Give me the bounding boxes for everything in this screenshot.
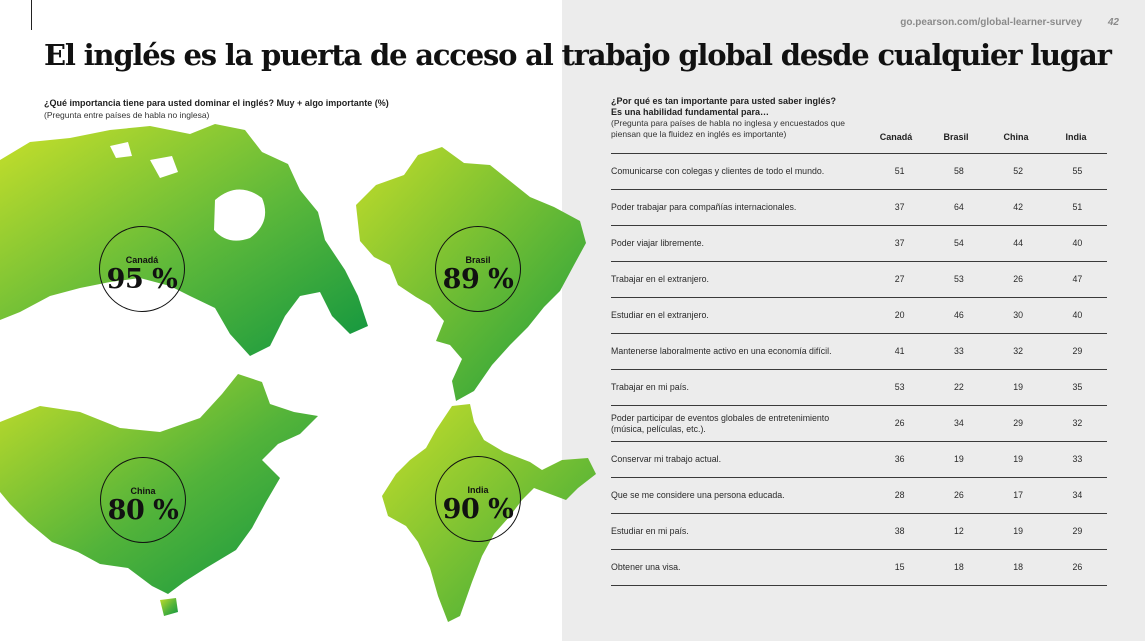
table-row [611,370,1107,406]
row-value: 17 [989,478,1048,514]
row-value: 32 [1048,406,1107,442]
row-value: 34 [929,406,988,442]
row-value: 53 [870,370,929,406]
row-value: 22 [929,370,988,406]
row-value: 26 [1048,550,1107,586]
row-value: 40 [1048,226,1107,262]
table-row [611,406,1107,442]
row-value: 20 [870,298,929,334]
row-value: 52 [989,154,1048,190]
row-label: Poder participar de eventos globales de entretenimiento (música, películas, etc.). [611,406,870,442]
map-question-note: (Pregunta entre países de habla no inglesa) [44,110,210,120]
row-value: 44 [989,226,1048,262]
brazil-badge-label: Brasil [465,255,491,265]
row-label: Estudiar en el extranjero. [611,298,870,334]
table-row [611,298,1107,334]
row-value: 42 [989,190,1048,226]
row-value: 19 [989,442,1048,478]
page-title: El inglés es la puerta de acceso al trabajo global desde cualquier lugar [44,38,1111,72]
row-value: 64 [929,190,988,226]
row-value: 28 [870,478,929,514]
table-row [611,226,1107,262]
table-row [611,478,1107,514]
row-label: Mantenerse laboralmente activo en una economía difícil. [611,334,870,370]
row-value: 19 [989,514,1048,550]
table-row [611,550,1107,586]
row-value: 29 [989,406,1048,442]
row-label: Estudiar en mi país. [611,514,870,550]
column-header-brasil: Brasil [943,132,969,142]
row-label: Poder trabajar para compañías internacionales. [611,190,870,226]
row-value: 29 [1048,334,1107,370]
row-value: 51 [1048,190,1107,226]
table-row [611,514,1107,550]
table-row [611,262,1107,298]
china-badge [100,457,186,543]
row-value: 35 [1048,370,1107,406]
row-value: 47 [1048,262,1107,298]
canada-badge [99,226,185,312]
top-left-rule [31,0,32,30]
row-value: 26 [870,406,929,442]
row-value: 32 [989,334,1048,370]
china-badge-value: 80 % [107,495,179,526]
row-value: 33 [1048,442,1107,478]
row-value: 37 [870,190,929,226]
row-value: 53 [929,262,988,298]
column-header-canada: Canadá [879,132,913,142]
table-question-sub: Es una habilidad fundamental para… [611,107,770,117]
map-question: ¿Qué importancia tiene para usted dominar el inglés? Muy + algo importante (%) [44,98,389,108]
row-value: 29 [1048,514,1107,550]
column-header-china: China [1003,132,1029,142]
table-row [611,190,1107,226]
row-value: 26 [989,262,1048,298]
page-number: 42 [1107,17,1119,28]
table-row [611,334,1107,370]
reasons-table [611,153,1107,586]
row-label: Trabajar en el extranjero. [611,262,870,298]
table-row [611,442,1107,478]
row-value: 55 [1048,154,1107,190]
row-value: 18 [989,550,1048,586]
row-label: Obtener una visa. [611,550,870,586]
column-header-india: India [1065,132,1087,142]
row-value: 41 [870,334,929,370]
india-badge [435,456,521,542]
row-label: Trabajar en mi país. [611,370,870,406]
row-value: 19 [929,442,988,478]
row-value: 38 [870,514,929,550]
table-question-note: (Pregunta para países de habla no inglesa y encuestados que piensan que la fluidez en inglés es importante) [611,118,845,139]
canada-map [0,120,380,360]
row-value: 34 [1048,478,1107,514]
row-label: Conservar mi trabajo actual. [611,442,870,478]
china-badge-label: China [130,486,156,496]
row-value: 15 [870,550,929,586]
table-row [611,154,1107,190]
canada-badge-label: Canadá [125,255,159,265]
row-value: 33 [929,334,988,370]
canada-badge-value: 95 % [106,264,178,295]
row-value: 30 [989,298,1048,334]
row-label: Que se me considere una persona educada. [611,478,870,514]
india-badge-value: 90 % [442,494,514,525]
row-value: 58 [929,154,988,190]
table-question: ¿Por qué es tan importante para usted saber inglés? [611,96,837,106]
row-value: 27 [870,262,929,298]
row-value: 51 [870,154,929,190]
india-badge-label: India [467,485,489,495]
brazil-badge [435,226,521,312]
row-value: 18 [929,550,988,586]
row-value: 37 [870,226,929,262]
row-label: Poder viajar libremente. [611,226,870,262]
row-label: Comunicarse con colegas y clientes de todo el mundo. [611,154,870,190]
row-value: 36 [870,442,929,478]
row-value: 54 [929,226,988,262]
brazil-badge-value: 89 % [442,264,514,295]
row-value: 19 [989,370,1048,406]
row-value: 40 [1048,298,1107,334]
table-heading [611,96,861,139]
row-value: 26 [929,478,988,514]
row-value: 46 [929,298,988,334]
source-url[interactable]: go.pearson.com/global-learner-survey [900,17,1082,28]
row-value: 12 [929,514,988,550]
